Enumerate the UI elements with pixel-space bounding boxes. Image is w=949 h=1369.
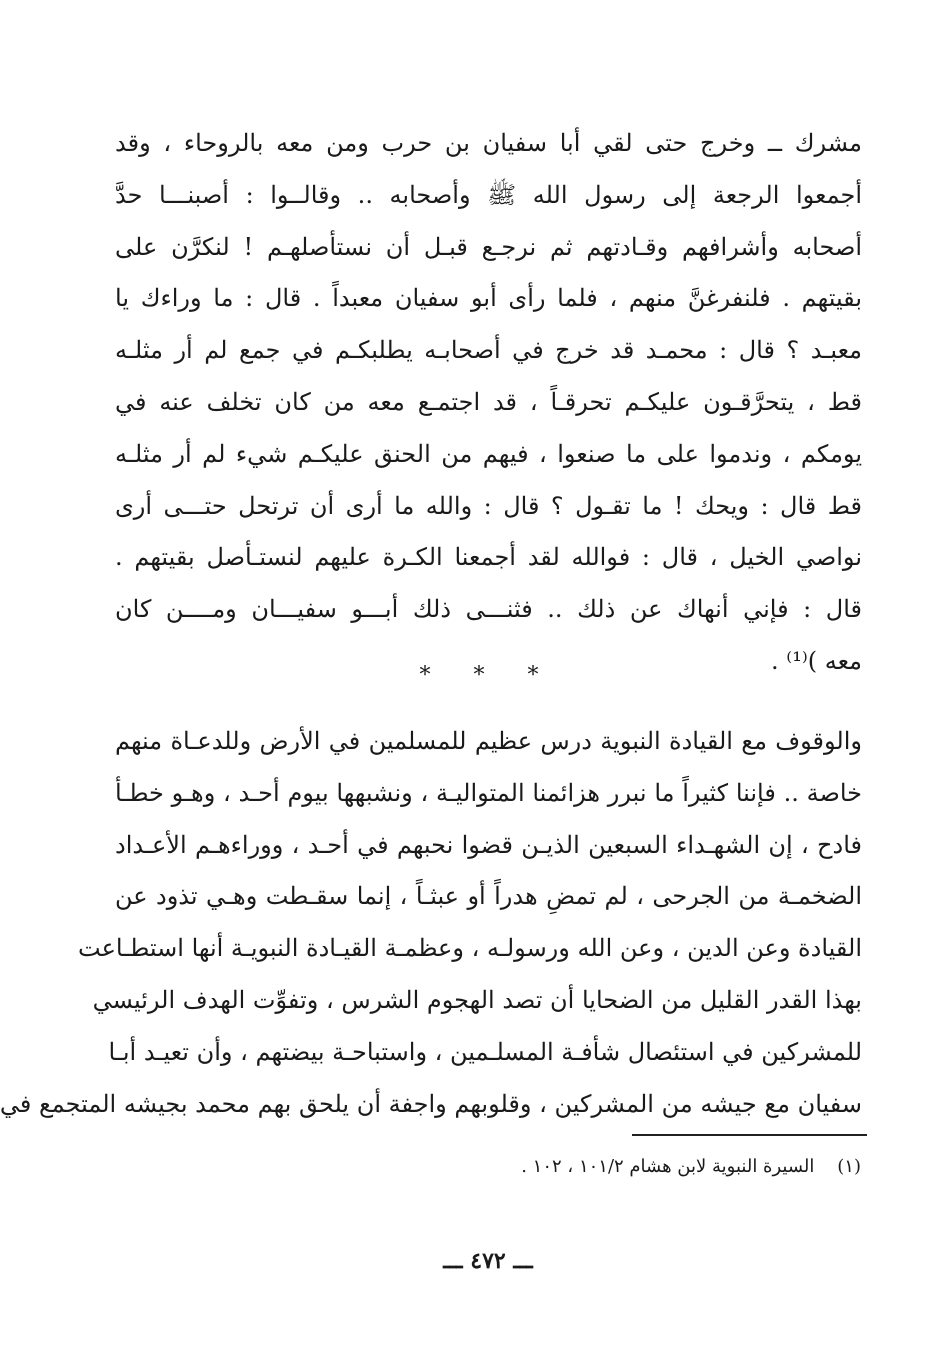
- text-line: بقيتهم . فلنفرغنَّ منهم ، فلما رأى أبو سفيان معبداً . قال : ما وراءك يا: [115, 284, 862, 313]
- paragraph-commentary: [0, 716, 862, 1130]
- text-line: والوقوف مع القيادة النبوية درس عظيم للمسلمين في الأرض وللدعـاة منهم: [115, 727, 862, 755]
- text-line: مشرك ــ وخرج حتى لقي أبا سفيان بن حرب ومن معه بالروحاء ، وقد: [115, 129, 862, 157]
- text-line: يومكم ، وندموا على ما صنعوا ، فيهم من الحنق عليكـم شيء لم أر مثلـه: [115, 439, 862, 468]
- text-line: للمشركين في استئصال شأفـة المسلـمين ، واستباحـة بيضتهم ، وأن تعيـد أبـا: [108, 1037, 862, 1066]
- footnote: [261, 1154, 861, 1180]
- text-line: خاصة .. فإننا كثيراً ما نبرر هزائمنا المتواليـة ، ونشبهها بيوم أحـد ، وهـو خطـأ: [115, 778, 862, 807]
- text-line: أجمعوا الرجعة إلى رسول الله ﷺ وأصحابه .. وقالــوا : أصبنـــا حدَّ: [115, 180, 862, 209]
- text-line: قال : فإني أنهاك عن ذلك .. فثنـــى ذلك أبـــو سفيـــان ومــــن كان: [115, 595, 862, 624]
- text-line: بهذا القدر القليل من الضحايا أن تصد الهجوم الشرس ، وتفوِّت الهدف الرئيسي: [92, 985, 862, 1014]
- footnote-marker: (١): [837, 1156, 861, 1177]
- footnote-divider: [632, 1134, 867, 1136]
- text-line: الضخمـة من الجرحى ، لم تمضِ هدراً أو عبثـاً ، إنما سقـطت وهـي تذود عن: [115, 882, 862, 911]
- page-number: ـــ ٤٧٢ ـــ: [443, 1248, 533, 1274]
- text-line: قط قال : ويحك ! ما تقـول ؟ قال : والله ما أرى أن ترتحل حتـــى أرى: [115, 491, 862, 520]
- text-line: معه )⁽¹⁾ .: [771, 646, 862, 675]
- text-line: القيادة وعن الدين ، وعن الله ورسولـه ، وعظمـة القيـادة النبويـة أنها استطـاعت: [78, 934, 862, 963]
- section-separator: * * *: [419, 663, 557, 688]
- text-line: قط ، يتحرَّقـون عليكـم تحرقـاً ، قد اجتمـع معه من كان تخلف عنه في: [115, 387, 862, 416]
- text-line: فادح ، إن الشهـداء السبعين الذيـن قضوا نحبهم في أحـد ، ووراءهـم الأعـداد: [115, 830, 862, 859]
- text-line: معبـد ؟ قال : محمـد قد خرج في أصحابـه يطلبكـم في جمع لم أر مثلـه: [115, 336, 863, 365]
- footnote-text: السيرة النبوية لابن هشام ١٠١/٢ ، ١٠٢ .: [521, 1156, 815, 1177]
- text-line: نواصي الخيل ، قال : فوالله لقد أجمعنا الكـرة عليهم لنستـأصل بقيتهم .: [115, 543, 862, 572]
- text-line: أصحابه وأشرافهم وقـادتهم ثم نرجـع قبـل أن نستأصلهـم ! لنكرَّن على: [115, 232, 862, 261]
- paragraph-quote: [115, 118, 862, 688]
- text-line: سفيان مع جيشه من المشركين ، وقلوبهم واجفة أن يلحق بهم محمد بجيشه المتجمع في: [0, 1089, 862, 1118]
